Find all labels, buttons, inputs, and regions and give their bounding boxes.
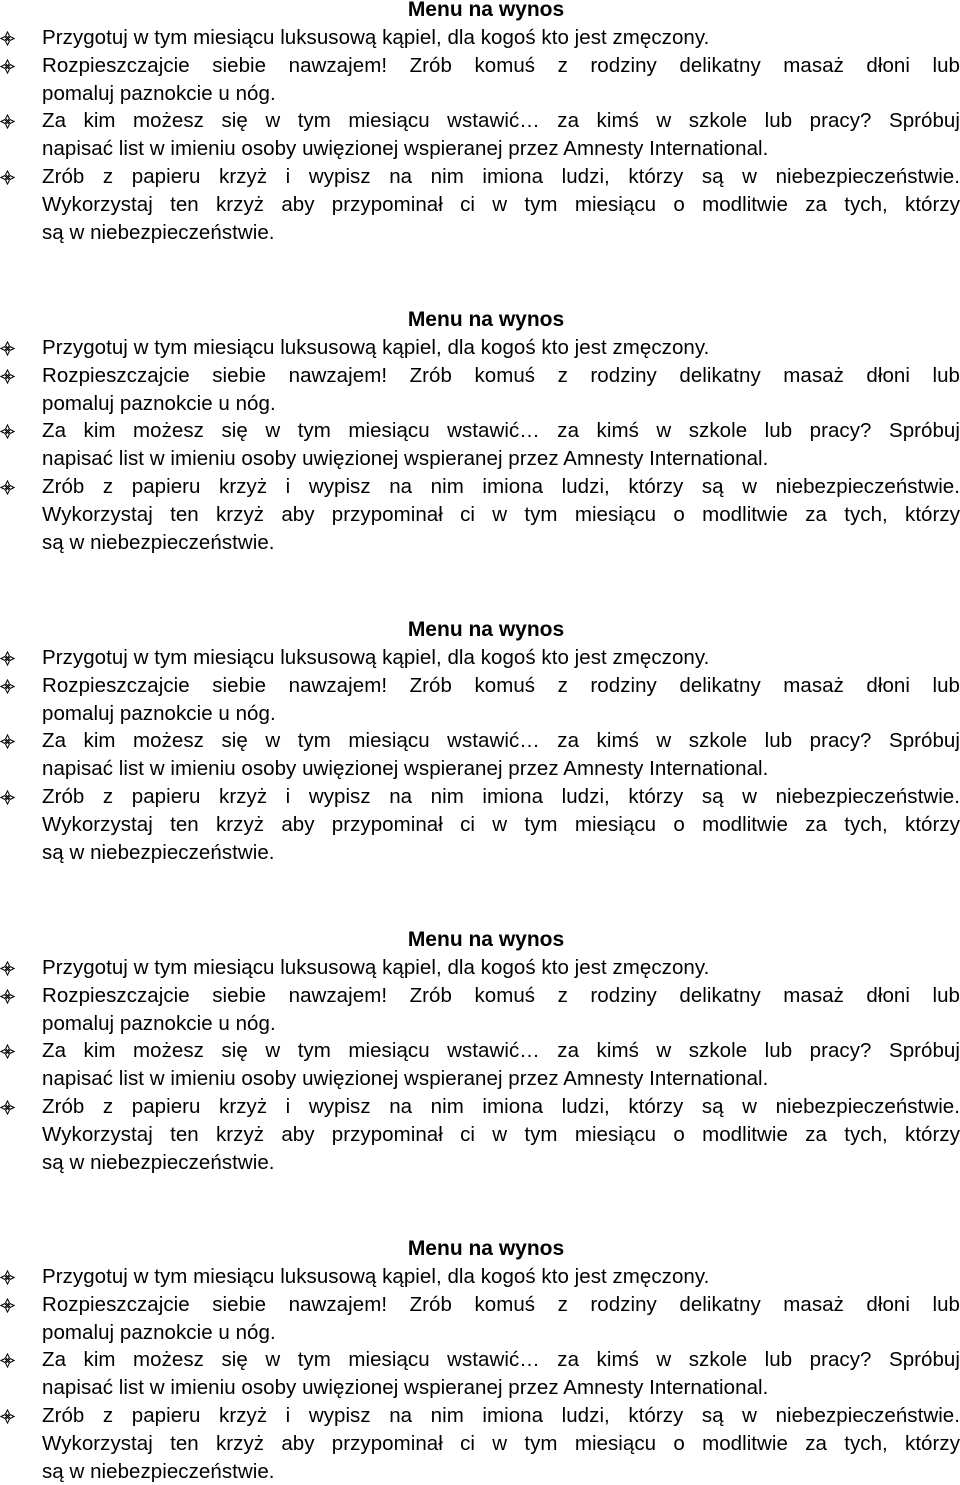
- list-item: [0, 362, 960, 418]
- menu-block: [0, 1235, 960, 1485]
- list-item: [0, 473, 960, 556]
- list-item: [0, 672, 960, 728]
- list-item-line: pomaluj paznokcie u nóg.: [42, 1320, 276, 1344]
- list-item: [0, 1291, 960, 1347]
- list-item-line: pomaluj paznokcie u nóg.: [42, 701, 276, 725]
- list-item-line: Za kim możesz się w tym miesiącu wstawić… za kimś w szkole lub pracy? Spróbuj: [42, 1039, 960, 1063]
- diamond-four-petal-bullet-icon: [0, 369, 15, 384]
- list-item: [0, 1037, 960, 1093]
- diamond-four-petal-bullet-icon: [0, 114, 15, 129]
- list-item-line: Przygotuj w tym miesiącu luksusową kąpiel, dla kogoś kto jest zmęczony.: [42, 336, 710, 359]
- list-item-line: Rozpieszczajcie siebie nawzajem! Zrób komuś z rodziny delikatny masaż dłoni lub: [42, 363, 960, 387]
- list-item-line: pomaluj paznokcie u nóg.: [42, 391, 276, 415]
- list-item-line: są w niebezpieczeństwie.: [42, 220, 275, 244]
- list-item-line: Wykorzystaj ten krzyż aby przypominał ci w tym miesiącu o modlitwie za tych, którzy: [42, 1122, 960, 1146]
- list-item: [0, 417, 960, 473]
- block-title: Menu na wynos: [407, 928, 565, 951]
- diamond-four-petal-bullet-icon: [0, 480, 15, 495]
- list-item-line: są w niebezpieczeństwie.: [42, 840, 275, 864]
- list-item-line: Wykorzystaj ten krzyż aby przypominał ci w tym miesiącu o modlitwie za tych, którzy: [42, 502, 960, 526]
- list-item-line: pomaluj paznokcie u nóg.: [42, 1011, 276, 1035]
- list-item: [0, 982, 960, 1038]
- diamond-four-petal-bullet-icon: [0, 1044, 15, 1059]
- list-item-line: Zrób z papieru krzyż i wypisz na nim imiona ludzi, którzy są w niebezpieczeństwie.: [42, 1403, 960, 1427]
- list-item-line: Za kim możesz się w tym miesiącu wstawić… za kimś w szkole lub pracy? Spróbuj: [42, 109, 960, 133]
- list-item-line: Rozpieszczajcie siebie nawzajem! Zrób komuś z rodziny delikatny masaż dłoni lub: [42, 983, 960, 1007]
- diamond-four-petal-bullet-icon: [0, 1298, 15, 1313]
- list-item-line: Za kim możesz się w tym miesiącu wstawić… za kimś w szkole lub pracy? Spróbuj: [42, 1348, 960, 1372]
- list-item-line: Wykorzystaj ten krzyż aby przypominał ci w tym miesiącu o modlitwie za tych, którzy: [42, 1431, 960, 1455]
- diamond-four-petal-bullet-icon: [0, 1270, 15, 1285]
- list-item: [0, 163, 960, 246]
- diamond-four-petal-bullet-icon: [0, 989, 15, 1004]
- diamond-four-petal-bullet-icon: [0, 341, 15, 356]
- list-item: [0, 1263, 960, 1291]
- list-item-line: napisać list w imieniu osoby uwięzionej wspieranej przez Amnesty International.: [42, 757, 769, 781]
- block-title: Menu na wynos: [407, 308, 565, 331]
- block-title: Menu na wynos: [407, 618, 565, 641]
- list-item-line: napisać list w imieniu osoby uwięzionej wspieranej przez Amnesty International.: [42, 1376, 769, 1400]
- diamond-four-petal-bullet-icon: [0, 651, 15, 666]
- diamond-four-petal-bullet-icon: [0, 790, 15, 805]
- list-item-line: Zrób z papieru krzyż i wypisz na nim imiona ludzi, którzy są w niebezpieczeństwie.: [42, 1094, 960, 1118]
- list-item: [0, 727, 960, 783]
- list-item-line: Za kim możesz się w tym miesiącu wstawić… za kimś w szkole lub pracy? Spróbuj: [42, 419, 960, 443]
- list-item-line: są w niebezpieczeństwie.: [42, 530, 275, 554]
- menu-block: [0, 0, 960, 246]
- menu-block: [0, 306, 960, 556]
- diamond-four-petal-bullet-icon: [0, 1353, 15, 1368]
- list-item-line: Przygotuj w tym miesiącu luksusową kąpiel, dla kogoś kto jest zmęczony.: [42, 1265, 710, 1288]
- list-item-line: Zrób z papieru krzyż i wypisz na nim imiona ludzi, którzy są w niebezpieczeństwie.: [42, 474, 960, 498]
- list-item: [0, 644, 960, 672]
- diamond-four-petal-bullet-icon: [0, 1409, 15, 1424]
- list-item-line: są w niebezpieczeństwie.: [42, 1150, 275, 1174]
- list-item: [0, 1402, 960, 1485]
- list-item-line: napisać list w imieniu osoby uwięzionej wspieranej przez Amnesty International.: [42, 447, 769, 471]
- diamond-four-petal-bullet-icon: [0, 59, 15, 74]
- list-item-line: napisać list w imieniu osoby uwięzionej wspieranej przez Amnesty International.: [42, 1067, 769, 1091]
- diamond-four-petal-bullet-icon: [0, 31, 15, 46]
- list-item-line: są w niebezpieczeństwie.: [42, 1459, 275, 1483]
- list-item-line: napisać list w imieniu osoby uwięzionej wspieranej przez Amnesty International.: [42, 137, 769, 161]
- diamond-four-petal-bullet-icon: [0, 424, 15, 439]
- list-item: [0, 954, 960, 982]
- list-item-line: Za kim możesz się w tym miesiącu wstawić… za kimś w szkole lub pracy? Spróbuj: [42, 729, 960, 753]
- diamond-four-petal-bullet-icon: [0, 734, 15, 749]
- list-item-line: pomaluj paznokcie u nóg.: [42, 81, 276, 105]
- block-title: Menu na wynos: [407, 1237, 565, 1260]
- menu-block: [0, 926, 960, 1176]
- list-item-line: Zrób z papieru krzyż i wypisz na nim imiona ludzi, którzy są w niebezpieczeństwie.: [42, 164, 960, 188]
- list-item-line: Przygotuj w tym miesiącu luksusową kąpiel, dla kogoś kto jest zmęczony.: [42, 956, 710, 979]
- list-item-line: Przygotuj w tym miesiącu luksusową kąpiel, dla kogoś kto jest zmęczony.: [42, 646, 710, 669]
- menu-block: [0, 616, 960, 866]
- list-item-line: Rozpieszczajcie siebie nawzajem! Zrób komuś z rodziny delikatny masaż dłoni lub: [42, 673, 960, 697]
- list-item: [0, 107, 960, 163]
- list-item: [0, 334, 960, 362]
- list-item-line: Wykorzystaj ten krzyż aby przypominał ci w tym miesiącu o modlitwie za tych, którzy: [42, 192, 960, 216]
- block-title: Menu na wynos: [407, 0, 565, 21]
- list-item-line: Przygotuj w tym miesiącu luksusową kąpiel, dla kogoś kto jest zmęczony.: [42, 26, 710, 49]
- list-item-line: Rozpieszczajcie siebie nawzajem! Zrób komuś z rodziny delikatny masaż dłoni lub: [42, 1292, 960, 1316]
- diamond-four-petal-bullet-icon: [0, 1100, 15, 1115]
- diamond-four-petal-bullet-icon: [0, 961, 15, 976]
- list-item: [0, 1093, 960, 1176]
- list-item-line: Wykorzystaj ten krzyż aby przypominał ci w tym miesiącu o modlitwie za tych, którzy: [42, 812, 960, 836]
- list-item-line: Rozpieszczajcie siebie nawzajem! Zrób komuś z rodziny delikatny masaż dłoni lub: [42, 53, 960, 77]
- diamond-four-petal-bullet-icon: [0, 679, 15, 694]
- list-item: [0, 52, 960, 108]
- list-item-line: Zrób z papieru krzyż i wypisz na nim imiona ludzi, którzy są w niebezpieczeństwie.: [42, 784, 960, 808]
- list-item: [0, 24, 960, 52]
- list-item: [0, 783, 960, 866]
- diamond-four-petal-bullet-icon: [0, 170, 15, 185]
- list-item: [0, 1346, 960, 1402]
